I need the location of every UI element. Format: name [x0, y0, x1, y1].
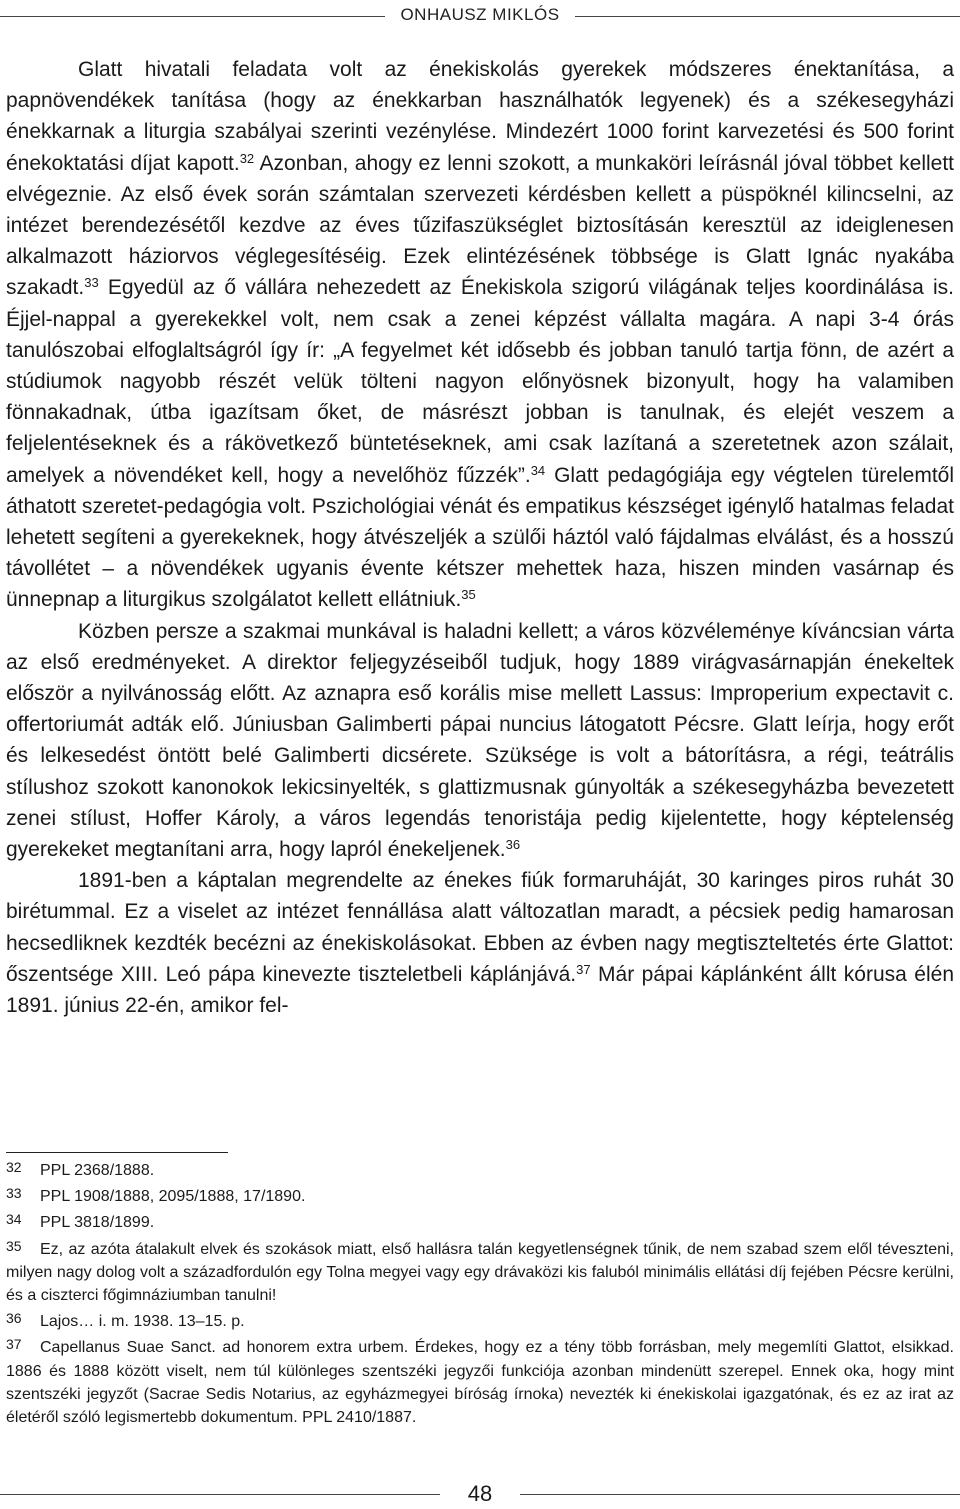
- footnote-text: Capellanus Suae Sanct. ad honorem extra urbem. Érdekes, hogy ez a tény több forrásban, mely megemlíti Glattot, elsikkad. 1886 és 1888 között viselt, nem túl különleges szentszéki jegyzői funkciója azonban mindenütt szerepel. Ennek oka, hogy mint szentszéki jegyzőt (Sacrae Sedis Notarius, az egyházmegyei bíróság írnoka) nevezték ki énekiskolai igazgatónak, és ez az irat az életéről szóló legismertebb dokumentum. PPL 2410/1887.: [6, 1339, 954, 1427]
- footnote-ref-34: 34: [530, 462, 546, 478]
- footnote-36: [6, 1307, 954, 1333]
- footnote-text: Ez, az azóta átalakult elvek és szokások miatt, első hallásra talán kegyetlenségnek tűnik, de nem szabad szem elől téveszteni, milyen nagy dolog volt a századfordulón egy Tolna megyei vagy egy drávaközi kis faluból minimális ellátási díj fejében Pécsre kerülni, és a ciszterci főgimnáziumban tanulni!: [6, 1240, 954, 1305]
- main-body-text: [6, 54, 954, 1021]
- page-footer: [0, 1481, 960, 1508]
- footnote-ref-32: 32: [239, 150, 255, 166]
- footnote-ref-37: 37: [576, 961, 591, 977]
- footnote-number: 32: [6, 1159, 22, 1175]
- footnote-ref-35: 35: [461, 587, 476, 603]
- footnote-ref-36: 36: [505, 837, 521, 853]
- paragraph-3: [6, 865, 954, 1021]
- footnote-number: 34: [6, 1211, 22, 1228]
- footnote-34: [6, 1208, 954, 1234]
- paragraph-1-segment: Glatt pedagógiája egy végtelen türelemtől áthatott szeretet-pedagógia volt. Pszichológiai vénát és empatikus készséget igénylő hatalmas feladat lehetett segíteni a gyerekeknek, hogy átvészeljék a szülői háztól való fájdalmas elválást, és a hosszú távollétet – a növendékek ugyanis évente kétszer mehettek haza, hiszen minden vasárnap és ünnepnap a liturgikus szolgálatot kellett ellátniuk.: [6, 463, 954, 612]
- paragraph-2: [6, 616, 954, 866]
- footnote-text: PPL 3818/1899.: [40, 1214, 155, 1232]
- footnote-ref-33: 33: [84, 275, 99, 291]
- footnote-text: Lajos… i. m. 1938. 13–15. p.: [40, 1313, 245, 1331]
- paragraph-3-segment: 1891-ben a káptalan megrendelte az énekes fiúk formaruháját, 30 karinges piros ruhát 30 birétummal. Ez a viselet az intézet fennállása alatt változatlan maradt, a pécsiek pedig hamarosan hecsedliknek kezdték becézni az énekiskolásokat. Ebben az évben nagy megtiszteltetés érte Glattot: őszentsége XIII. Leó pápa kinevezte tiszteletbeli káplánjává.: [6, 869, 954, 986]
- header-rule-right: [575, 16, 960, 17]
- footnote-text: PPL 2368/1888.: [40, 1162, 155, 1179]
- page-number: 48: [467, 1481, 493, 1506]
- footnote-32: [6, 1156, 954, 1182]
- running-header: [0, 2, 960, 30]
- footer-rule-right: [520, 1494, 960, 1495]
- footnote-number: 35: [6, 1237, 22, 1254]
- paragraph-2-segment: Közben persze a szakmai munkával is haladni kellett; a város közvéleménye kíváncsian várta az első eredményeket. A direktor feljegyzéseiből tudjuk, hogy 1889 virágvasárnapján énekeltek először a nyilvánosság előtt. Az aznapra eső korális mise mellett Lassus: Improperium expectavit c. offertoriumát adták elő. Júniusban Galimberti pápai nuncius látogatott Pécsre. Glatt leírja, hogy erőt és lelkesedést öntött belé Galimberti dicsérete. Szüksége is volt a bátorításra, a régi, teátrális stílushoz szokott kanonokok lekicsinyelték, s glattizmusnak gúnyolták a székesegyházba bevezetett zenei stílust, Hoffer Károly, a város legendás tenoristája pedig kijelentette, hogy képtelenség gyerekeket megtanítani arra, hogy lapról énekeljenek.: [6, 619, 954, 862]
- footnote-separator-rule: [6, 1152, 228, 1153]
- footnote-33: [6, 1182, 954, 1208]
- header-author-title: ONHAUSZ MIKLÓS: [400, 5, 560, 24]
- footnote-37: [6, 1333, 954, 1429]
- paragraph-1: [6, 54, 954, 616]
- footer-rule-left: [0, 1494, 440, 1495]
- paragraph-1-segment: Egyedül az ő vállára nehezedett az Énekiskola szigorú világának teljes koordinálása is. Éjjel-nappal a gyerekekkel volt, nem csak a zenei képzést vállalta magára. A napi 3-4 órás tanulószobai elfoglaltságról így ír: „A fegyelmet két idősebb és jobban tanuló tartja fönn, de azért a stúdiumok nagyobb részét velük tölteni nagyon előnyösnek bizonyult, hogy ha valamiben fönnakadnak, útba igazítsam őket, de másrészt jobban is tanulnak, és elejét veszem a feljelentéseknek és a rákövetkező büntetéseknek, ami csak lazítaná a szeretetnek azon szálait, amelyek a növendéket kell, hogy a nevelőhöz fűzzék”.: [6, 276, 954, 487]
- paragraph-1-segment: Glatt hivatali feladata volt az énekiskolás gyerekek módszeres énektanítása, a papnövendékek tanítása (hogy az énekkarban használhatók legyenek) és a székesegyházi énekkarnak a liturgia szabályai szerinti vezénylése. Mindezért 1000 forint karvezetési és 500 forint énekoktatási díjat kapott.: [6, 58, 954, 175]
- paragraph-1-segment: Azonban, ahogy ez lenni szokott, a munkaköri leírásnál jóval többet kellett elvégeznie. Az első évek során számtalan szervezeti kérdésben kellett a püspöknél kilincselni, az intézet berendezésétől kezdve az éves tűzifaszükséglet biztosításán keresztül az ideiglenesen alkalmazott háziorvos véglegesítéséig. Ezek elintézésének többsége is Glatt Ignác nyakába szakadt.: [6, 151, 955, 300]
- footnotes-section: [6, 1156, 954, 1429]
- footnote-number: 36: [6, 1310, 22, 1327]
- header-rule-left: [0, 16, 385, 17]
- footnote-number: 33: [6, 1185, 22, 1202]
- paragraph-3-segment: Már pápai káplánként állt kórusa élén 1891. június 22-én, amikor fel-: [6, 962, 954, 1018]
- footnote-number: 37: [6, 1336, 22, 1353]
- footnote-text: PPL 1908/1888, 2095/1888, 17/1890.: [40, 1188, 306, 1206]
- footnote-35: [6, 1235, 954, 1308]
